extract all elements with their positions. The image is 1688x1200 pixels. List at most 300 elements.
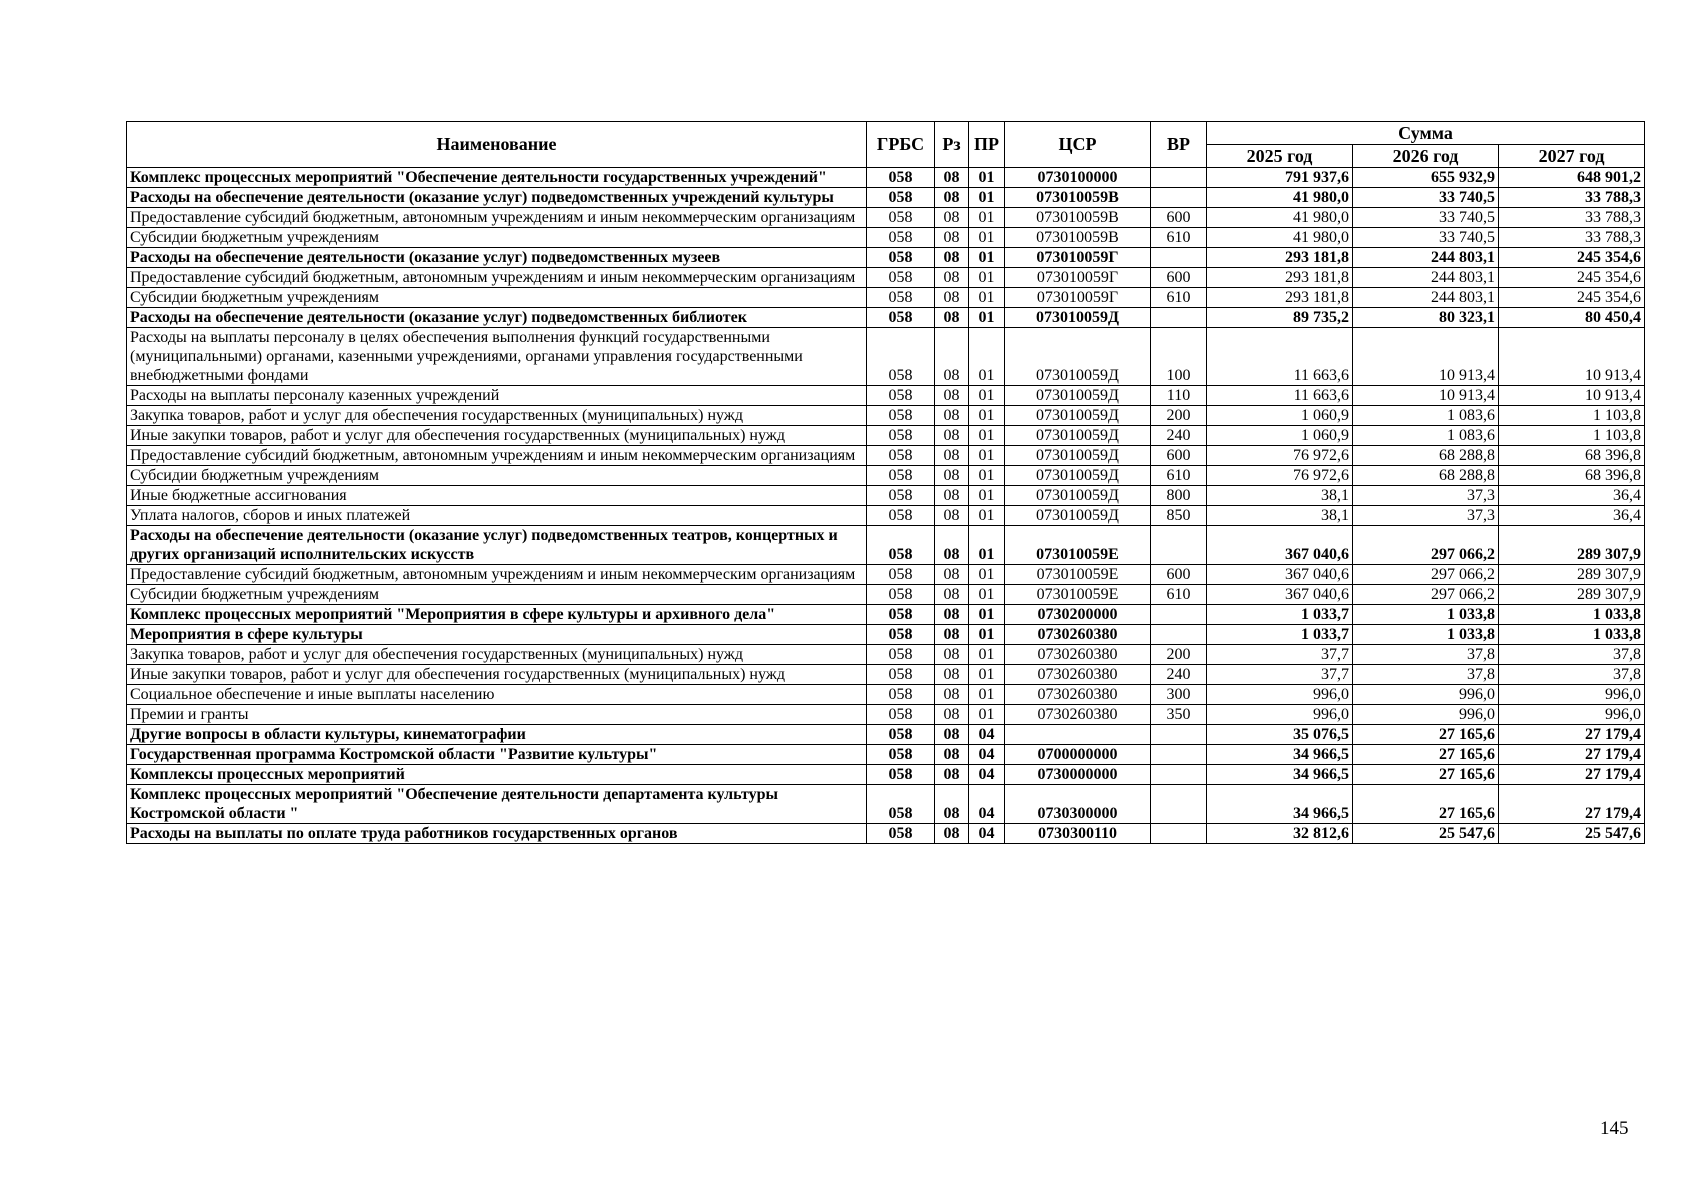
cell-grbs: 058 [867, 526, 935, 565]
cell-rz: 08 [935, 208, 969, 228]
cell-name: Иные закупки товаров, работ и услуг для обеспечения государственных (муниципальных) нужд [127, 426, 867, 446]
header-vr: ВР [1151, 122, 1207, 168]
cell-vr: 600 [1151, 268, 1207, 288]
cell-2027: 36,4 [1499, 486, 1645, 506]
cell-grbs: 058 [867, 665, 935, 685]
table-row [127, 506, 1645, 526]
cell-name: Закупка товаров, работ и услуг для обеспечения государственных (муниципальных) нужд [127, 406, 867, 426]
cell-grbs: 058 [867, 188, 935, 208]
cell-pr: 01 [969, 585, 1005, 605]
cell-csr: 0730300000 [1005, 785, 1151, 824]
cell-vr [1151, 188, 1207, 208]
cell-grbs: 058 [867, 486, 935, 506]
cell-csr: 073010059Г [1005, 268, 1151, 288]
cell-2025: 996,0 [1207, 705, 1353, 725]
cell-2026: 297 066,2 [1353, 526, 1499, 565]
table-row [127, 466, 1645, 486]
cell-vr [1151, 725, 1207, 745]
cell-vr [1151, 625, 1207, 645]
cell-2025: 1 060,9 [1207, 406, 1353, 426]
cell-csr: 0730260380 [1005, 625, 1151, 645]
cell-rz: 08 [935, 288, 969, 308]
cell-pr: 01 [969, 208, 1005, 228]
cell-2025: 1 033,7 [1207, 625, 1353, 645]
cell-vr: 610 [1151, 466, 1207, 486]
cell-pr: 01 [969, 526, 1005, 565]
cell-rz: 08 [935, 765, 969, 785]
cell-2025: 38,1 [1207, 486, 1353, 506]
cell-2025: 293 181,8 [1207, 288, 1353, 308]
cell-grbs: 058 [867, 208, 935, 228]
cell-pr: 01 [969, 565, 1005, 585]
cell-name: Иные бюджетные ассигнования [127, 486, 867, 506]
cell-csr: 073010059Г [1005, 288, 1151, 308]
cell-2026: 27 165,6 [1353, 765, 1499, 785]
cell-pr: 01 [969, 705, 1005, 725]
cell-name: Расходы на выплаты персоналу казенных учреждений [127, 386, 867, 406]
cell-pr: 01 [969, 168, 1005, 188]
cell-2027: 245 354,6 [1499, 248, 1645, 268]
table-row [127, 705, 1645, 725]
cell-pr: 01 [969, 188, 1005, 208]
cell-csr: 0700000000 [1005, 745, 1151, 765]
table-row [127, 645, 1645, 665]
cell-csr: 073010059Д [1005, 446, 1151, 466]
cell-2027: 1 033,8 [1499, 605, 1645, 625]
cell-name: Предоставление субсидий бюджетным, автономным учреждениям и иным некоммерческим организациям [127, 565, 867, 585]
cell-name: Субсидии бюджетным учреждениям [127, 288, 867, 308]
cell-csr: 073010059Е [1005, 585, 1151, 605]
cell-vr: 200 [1151, 406, 1207, 426]
cell-rz: 08 [935, 308, 969, 328]
cell-2025: 1 060,9 [1207, 426, 1353, 446]
table-row [127, 406, 1645, 426]
table-row [127, 785, 1645, 824]
cell-2027: 10 913,4 [1499, 328, 1645, 386]
cell-2027: 27 179,4 [1499, 725, 1645, 745]
cell-rz: 08 [935, 466, 969, 486]
table-row [127, 426, 1645, 446]
cell-2026: 244 803,1 [1353, 288, 1499, 308]
cell-name: Комплекс процессных мероприятий "Обеспечение деятельности департамента культуры Костромской области " [127, 785, 867, 824]
cell-2027: 33 788,3 [1499, 228, 1645, 248]
cell-2025: 367 040,6 [1207, 585, 1353, 605]
cell-2025: 293 181,8 [1207, 268, 1353, 288]
cell-2027: 80 450,4 [1499, 308, 1645, 328]
cell-grbs: 058 [867, 268, 935, 288]
cell-csr: 073010059Д [1005, 426, 1151, 446]
cell-name: Комплекс процессных мероприятий "Мероприятия в сфере культуры и архивного дела" [127, 605, 867, 625]
header-sum: Сумма [1207, 122, 1645, 145]
cell-grbs: 058 [867, 824, 935, 844]
cell-name: Иные закупки товаров, работ и услуг для обеспечения государственных (муниципальных) нужд [127, 665, 867, 685]
table-row [127, 386, 1645, 406]
cell-csr: 0730300110 [1005, 824, 1151, 844]
cell-2026: 27 165,6 [1353, 725, 1499, 745]
cell-grbs: 058 [867, 248, 935, 268]
cell-grbs: 058 [867, 308, 935, 328]
cell-pr: 01 [969, 248, 1005, 268]
cell-2025: 34 966,5 [1207, 745, 1353, 765]
cell-2025: 11 663,6 [1207, 386, 1353, 406]
cell-name: Субсидии бюджетным учреждениям [127, 585, 867, 605]
table-row [127, 486, 1645, 506]
cell-2026: 33 740,5 [1353, 228, 1499, 248]
cell-pr: 04 [969, 824, 1005, 844]
cell-grbs: 058 [867, 386, 935, 406]
cell-name: Комплекс процессных мероприятий "Обеспечение деятельности государственных учреждений" [127, 168, 867, 188]
cell-2025: 37,7 [1207, 645, 1353, 665]
cell-name: Расходы на выплаты персоналу в целях обеспечения выполнения функций государственными (муниципальными) органами, казенными учреждениями, органами управления государственными внебюджетными фондами [127, 328, 867, 386]
cell-2026: 27 165,6 [1353, 745, 1499, 765]
cell-name: Субсидии бюджетным учреждениям [127, 228, 867, 248]
cell-pr: 01 [969, 486, 1005, 506]
cell-csr: 0730260380 [1005, 705, 1151, 725]
cell-grbs: 058 [867, 725, 935, 745]
cell-2025: 76 972,6 [1207, 446, 1353, 466]
cell-2026: 68 288,8 [1353, 446, 1499, 466]
cell-2025: 37,7 [1207, 665, 1353, 685]
cell-pr: 01 [969, 665, 1005, 685]
cell-csr: 0730100000 [1005, 168, 1151, 188]
cell-2026: 80 323,1 [1353, 308, 1499, 328]
cell-pr: 01 [969, 228, 1005, 248]
cell-2027: 33 788,3 [1499, 208, 1645, 228]
page-number: 145 [1600, 1118, 1629, 1139]
header-grbs: ГРБС [867, 122, 935, 168]
cell-2027: 245 354,6 [1499, 288, 1645, 308]
cell-vr [1151, 526, 1207, 565]
cell-2025: 38,1 [1207, 506, 1353, 526]
cell-rz: 08 [935, 585, 969, 605]
cell-name: Предоставление субсидий бюджетным, автономным учреждениям и иным некоммерческим организациям [127, 446, 867, 466]
cell-rz: 08 [935, 446, 969, 466]
cell-grbs: 058 [867, 605, 935, 625]
cell-2027: 996,0 [1499, 685, 1645, 705]
cell-2026: 1 083,6 [1353, 426, 1499, 446]
cell-csr: 0730260380 [1005, 645, 1151, 665]
cell-2025: 32 812,6 [1207, 824, 1353, 844]
cell-rz: 08 [935, 665, 969, 685]
table-row [127, 824, 1645, 844]
table-row [127, 208, 1645, 228]
table-row [127, 446, 1645, 466]
cell-vr: 240 [1151, 426, 1207, 446]
cell-pr: 01 [969, 406, 1005, 426]
cell-name: Расходы на обеспечение деятельности (оказание услуг) подведомственных музеев [127, 248, 867, 268]
table-row [127, 685, 1645, 705]
cell-rz: 08 [935, 685, 969, 705]
cell-2026: 1 033,8 [1353, 605, 1499, 625]
cell-2027: 996,0 [1499, 705, 1645, 725]
table-row [127, 526, 1645, 565]
header-pr: ПР [969, 122, 1005, 168]
cell-grbs: 058 [867, 685, 935, 705]
cell-rz: 08 [935, 426, 969, 446]
cell-2025: 41 980,0 [1207, 208, 1353, 228]
cell-csr: 073010059Д [1005, 308, 1151, 328]
cell-rz: 08 [935, 625, 969, 645]
cell-rz: 08 [935, 268, 969, 288]
cell-2027: 1 103,8 [1499, 406, 1645, 426]
cell-2025: 293 181,8 [1207, 248, 1353, 268]
cell-2027: 36,4 [1499, 506, 1645, 526]
table-row [127, 228, 1645, 248]
cell-csr: 0730200000 [1005, 605, 1151, 625]
cell-vr: 200 [1151, 645, 1207, 665]
cell-grbs: 058 [867, 785, 935, 824]
cell-vr [1151, 308, 1207, 328]
cell-pr: 01 [969, 605, 1005, 625]
header-csr: ЦСР [1005, 122, 1151, 168]
cell-pr: 01 [969, 625, 1005, 645]
cell-2027: 27 179,4 [1499, 745, 1645, 765]
cell-2025: 41 980,0 [1207, 228, 1353, 248]
cell-rz: 08 [935, 645, 969, 665]
cell-rz: 08 [935, 248, 969, 268]
header-2027: 2027 год [1499, 145, 1645, 168]
cell-2025: 11 663,6 [1207, 328, 1353, 386]
cell-name: Закупка товаров, работ и услуг для обеспечения государственных (муниципальных) нужд [127, 645, 867, 665]
header-name: Наименование [127, 122, 867, 168]
cell-csr: 073010059Е [1005, 526, 1151, 565]
cell-rz: 08 [935, 705, 969, 725]
cell-grbs: 058 [867, 446, 935, 466]
cell-2027: 25 547,6 [1499, 824, 1645, 844]
header-rz: Рз [935, 122, 969, 168]
cell-rz: 08 [935, 565, 969, 585]
cell-2027: 289 307,9 [1499, 526, 1645, 565]
cell-2026: 37,8 [1353, 645, 1499, 665]
cell-grbs: 058 [867, 585, 935, 605]
cell-csr: 0730000000 [1005, 765, 1151, 785]
cell-csr: 073010059Д [1005, 406, 1151, 426]
cell-2026: 655 932,9 [1353, 168, 1499, 188]
cell-name: Уплата налогов, сборов и иных платежей [127, 506, 867, 526]
cell-2025: 76 972,6 [1207, 466, 1353, 486]
table-row [127, 765, 1645, 785]
cell-2025: 35 076,5 [1207, 725, 1353, 745]
cell-rz: 08 [935, 725, 969, 745]
cell-pr: 01 [969, 268, 1005, 288]
cell-2027: 37,8 [1499, 665, 1645, 685]
cell-vr: 350 [1151, 705, 1207, 725]
cell-pr: 01 [969, 426, 1005, 446]
cell-2026: 996,0 [1353, 705, 1499, 725]
cell-rz: 08 [935, 824, 969, 844]
cell-pr: 04 [969, 745, 1005, 765]
cell-2026: 37,3 [1353, 486, 1499, 506]
cell-2027: 68 396,8 [1499, 466, 1645, 486]
cell-vr: 600 [1151, 565, 1207, 585]
cell-grbs: 058 [867, 565, 935, 585]
cell-grbs: 058 [867, 466, 935, 486]
cell-rz: 08 [935, 386, 969, 406]
cell-grbs: 058 [867, 406, 935, 426]
cell-2026: 27 165,6 [1353, 785, 1499, 824]
cell-csr: 073010059Д [1005, 328, 1151, 386]
cell-pr: 01 [969, 386, 1005, 406]
table-row [127, 328, 1645, 386]
cell-name: Мероприятия в сфере культуры [127, 625, 867, 645]
cell-2026: 37,3 [1353, 506, 1499, 526]
cell-pr: 01 [969, 466, 1005, 486]
cell-2027: 68 396,8 [1499, 446, 1645, 466]
cell-vr [1151, 824, 1207, 844]
table-row [127, 308, 1645, 328]
table-row [127, 268, 1645, 288]
cell-vr [1151, 605, 1207, 625]
cell-vr: 610 [1151, 228, 1207, 248]
cell-vr [1151, 785, 1207, 824]
cell-name: Социальное обеспечение и иные выплаты населению [127, 685, 867, 705]
cell-vr: 600 [1151, 446, 1207, 466]
cell-2025: 89 735,2 [1207, 308, 1353, 328]
cell-vr: 800 [1151, 486, 1207, 506]
cell-2027: 245 354,6 [1499, 268, 1645, 288]
cell-2027: 289 307,9 [1499, 585, 1645, 605]
cell-rz: 08 [935, 486, 969, 506]
cell-grbs: 058 [867, 705, 935, 725]
cell-name: Предоставление субсидий бюджетным, автономным учреждениям и иным некоммерческим организациям [127, 208, 867, 228]
cell-2027: 33 788,3 [1499, 188, 1645, 208]
header-2025: 2025 год [1207, 145, 1353, 168]
cell-pr: 04 [969, 765, 1005, 785]
cell-name: Премии и гранты [127, 705, 867, 725]
cell-vr: 600 [1151, 208, 1207, 228]
cell-csr: 073010059В [1005, 228, 1151, 248]
table-row [127, 625, 1645, 645]
cell-name: Другие вопросы в области культуры, кинематографии [127, 725, 867, 745]
cell-csr [1005, 725, 1151, 745]
table-row [127, 565, 1645, 585]
table-row [127, 665, 1645, 685]
cell-csr: 073010059Д [1005, 506, 1151, 526]
cell-vr: 850 [1151, 506, 1207, 526]
cell-grbs: 058 [867, 625, 935, 645]
cell-2025: 367 040,6 [1207, 526, 1353, 565]
table-row [127, 168, 1645, 188]
cell-rz: 08 [935, 168, 969, 188]
cell-csr: 073010059В [1005, 188, 1151, 208]
cell-csr: 073010059Д [1005, 386, 1151, 406]
cell-name: Предоставление субсидий бюджетным, автономным учреждениям и иным некоммерческим организациям [127, 268, 867, 288]
cell-vr [1151, 745, 1207, 765]
cell-2025: 791 937,6 [1207, 168, 1353, 188]
table-row [127, 605, 1645, 625]
cell-2025: 34 966,5 [1207, 785, 1353, 824]
cell-vr [1151, 765, 1207, 785]
cell-pr: 01 [969, 308, 1005, 328]
cell-2026: 68 288,8 [1353, 466, 1499, 486]
cell-csr: 073010059Д [1005, 486, 1151, 506]
cell-vr: 300 [1151, 685, 1207, 705]
cell-rz: 08 [935, 406, 969, 426]
cell-pr: 01 [969, 685, 1005, 705]
cell-grbs: 058 [867, 168, 935, 188]
cell-2027: 37,8 [1499, 645, 1645, 665]
cell-2026: 244 803,1 [1353, 248, 1499, 268]
cell-rz: 08 [935, 745, 969, 765]
cell-name: Государственная программа Костромской области "Развитие культуры" [127, 745, 867, 765]
cell-2026: 1 033,8 [1353, 625, 1499, 645]
table-row [127, 725, 1645, 745]
cell-vr: 110 [1151, 386, 1207, 406]
cell-vr: 610 [1151, 585, 1207, 605]
cell-2027: 27 179,4 [1499, 785, 1645, 824]
cell-grbs: 058 [867, 645, 935, 665]
cell-2026: 244 803,1 [1353, 268, 1499, 288]
cell-csr: 0730260380 [1005, 665, 1151, 685]
cell-rz: 08 [935, 188, 969, 208]
cell-name: Комплексы процессных мероприятий [127, 765, 867, 785]
cell-2025: 34 966,5 [1207, 765, 1353, 785]
cell-2025: 41 980,0 [1207, 188, 1353, 208]
cell-rz: 08 [935, 328, 969, 386]
cell-csr: 073010059В [1005, 208, 1151, 228]
cell-csr: 073010059Д [1005, 466, 1151, 486]
cell-2025: 996,0 [1207, 685, 1353, 705]
cell-csr: 0730260380 [1005, 685, 1151, 705]
table-row [127, 188, 1645, 208]
cell-rz: 08 [935, 785, 969, 824]
cell-grbs: 058 [867, 426, 935, 446]
cell-pr: 01 [969, 506, 1005, 526]
cell-rz: 08 [935, 228, 969, 248]
cell-csr: 073010059Г [1005, 248, 1151, 268]
cell-pr: 01 [969, 645, 1005, 665]
cell-grbs: 058 [867, 288, 935, 308]
table-row [127, 288, 1645, 308]
cell-name: Субсидии бюджетным учреждениям [127, 466, 867, 486]
cell-2026: 996,0 [1353, 685, 1499, 705]
table-body [127, 168, 1645, 844]
cell-2026: 1 083,6 [1353, 406, 1499, 426]
cell-2026: 10 913,4 [1353, 386, 1499, 406]
cell-2026: 10 913,4 [1353, 328, 1499, 386]
table-row [127, 585, 1645, 605]
cell-2027: 1 033,8 [1499, 625, 1645, 645]
cell-grbs: 058 [867, 745, 935, 765]
cell-pr: 04 [969, 725, 1005, 745]
cell-vr: 100 [1151, 328, 1207, 386]
cell-2027: 648 901,2 [1499, 168, 1645, 188]
cell-2027: 1 103,8 [1499, 426, 1645, 446]
cell-csr: 073010059Е [1005, 565, 1151, 585]
cell-grbs: 058 [867, 506, 935, 526]
cell-2027: 10 913,4 [1499, 386, 1645, 406]
cell-2026: 25 547,6 [1353, 824, 1499, 844]
cell-rz: 08 [935, 526, 969, 565]
cell-2026: 37,8 [1353, 665, 1499, 685]
cell-name: Расходы на обеспечение деятельности (оказание услуг) подведомственных библиотек [127, 308, 867, 328]
cell-name: Расходы на обеспечение деятельности (оказание услуг) подведомственных театров, концертных и других организаций исполнительских искусств [127, 526, 867, 565]
cell-vr [1151, 168, 1207, 188]
cell-vr: 610 [1151, 288, 1207, 308]
cell-grbs: 058 [867, 765, 935, 785]
table-row [127, 248, 1645, 268]
cell-name: Расходы на выплаты по оплате труда работников государственных органов [127, 824, 867, 844]
cell-pr: 04 [969, 785, 1005, 824]
cell-2026: 297 066,2 [1353, 565, 1499, 585]
budget-table [126, 121, 1645, 844]
cell-pr: 01 [969, 328, 1005, 386]
cell-2027: 289 307,9 [1499, 565, 1645, 585]
cell-pr: 01 [969, 288, 1005, 308]
cell-vr [1151, 248, 1207, 268]
cell-pr: 01 [969, 446, 1005, 466]
cell-2025: 367 040,6 [1207, 565, 1353, 585]
